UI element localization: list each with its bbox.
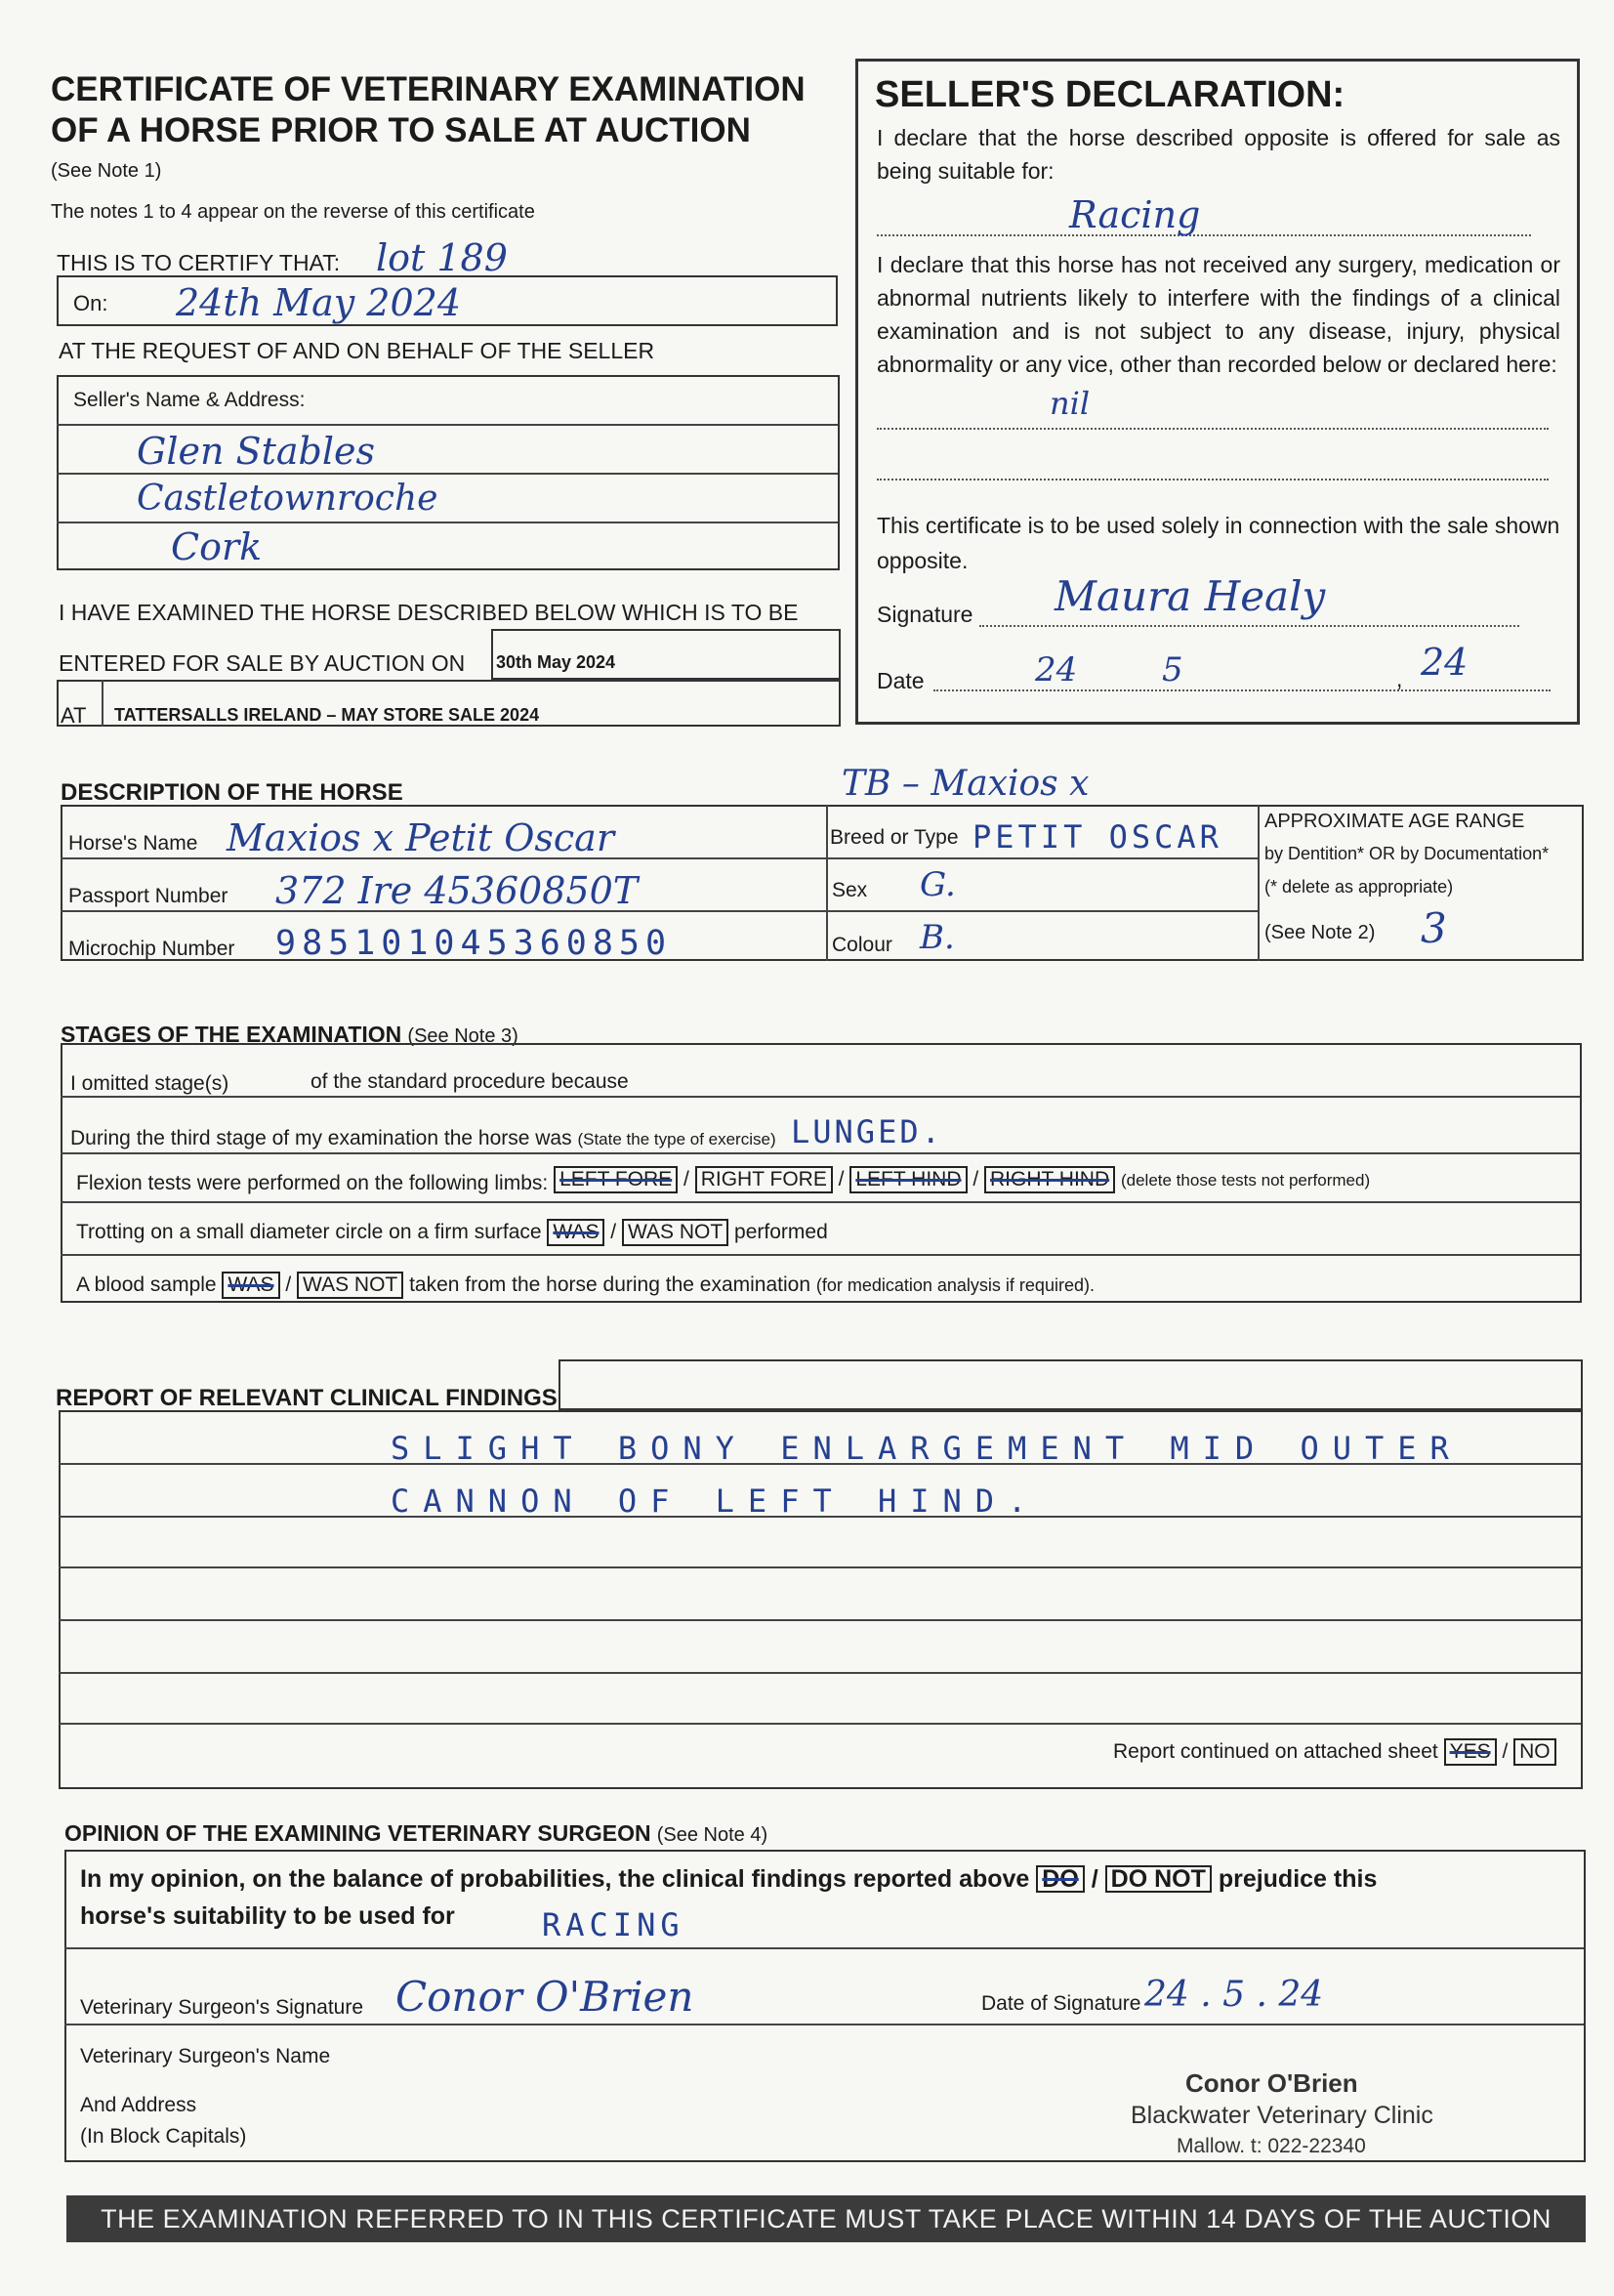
dotted-line [933,689,1551,691]
divider [102,680,103,727]
continued-yes-option[interactable]: YES [1444,1738,1497,1766]
declared-value[interactable]: nil [1050,385,1091,422]
opinion-text-part3: horse's suitability to be used for [80,1902,455,1930]
flexion-label: Flexion tests were performed on the following limbs: [76,1172,549,1194]
request-label: AT THE REQUEST OF AND ON BEHALF OF THE SELLER [59,338,655,363]
stages-see-note: (See Note 3) [407,1025,518,1047]
on-label: On: [73,291,108,315]
opinion-heading-group [64,1820,767,1847]
breed-label: Breed or Type [830,826,959,849]
certify-value[interactable]: lot 189 [376,236,508,279]
opinion-text-row1: In my opinion, on the balance of probabilities, the clinical findings reported above DO / DO NOT prejudice this [80,1865,1378,1893]
report-continued-row: Report continued on attached sheet YES / NO [1113,1738,1556,1766]
seller-declaration-text3: This certificate is to be used solely in connection with the sale shown opposite. [877,513,1560,573]
divider [64,2024,1584,2025]
stamp-phone: Mallow. t: 022-22340 [1177,2135,1366,2157]
report-heading-box [559,1359,1583,1410]
opinion-do-not-option[interactable]: DO NOT [1105,1865,1212,1893]
divider [59,1672,1581,1674]
age-by: by Dentition* OR by Documentation* [1264,844,1550,863]
signature-label: Signature [877,602,973,627]
sale-date: 30th May 2024 [496,652,616,672]
breed-value[interactable]: PETIT OSCAR [973,818,1222,856]
divider [57,424,838,426]
trotting-row: Trotting on a small diameter circle on a firm surface WAS / WAS NOT performed [76,1219,828,1246]
blood-was-not-option[interactable]: WAS NOT [297,1272,403,1299]
date-label: Date [877,668,925,693]
seller-declaration-text1: I declare that the horse described opposite is offered for sale as being suitable for: [877,125,1560,184]
report-continued-label: Report continued on attached sheet [1113,1740,1438,1763]
microchip-label: Microchip Number [68,938,235,960]
sale-name: TATTERSALLS IRELAND – MAY STORE SALE 2024 [114,705,540,725]
passport-value[interactable]: 372 Ire 45360850T [275,869,639,912]
trotting-was-not-option[interactable]: WAS NOT [622,1219,728,1246]
dotted-line [877,479,1549,480]
left-fore-option[interactable]: LEFT FORE [554,1166,678,1193]
blood-label: A blood sample [76,1273,217,1296]
notes-text: The notes 1 to 4 appear on the reverse of this certificate [51,201,535,223]
date-separator: , [1396,666,1403,691]
stamp-clinic: Blackwater Veterinary Clinic [1131,2102,1433,2129]
colour-value[interactable]: B. [920,918,955,957]
omitted-suffix: of the standard procedure because [310,1070,629,1093]
seller-address-line2[interactable]: Castletownroche [137,479,438,519]
dotted-line [877,234,1531,236]
divider [59,1566,1581,1568]
report-line1[interactable]: SLIGHT BONY ENLARGEMENT MID OUTER [391,1430,1463,1467]
report-box [59,1410,1583,1789]
certificate-title-line2: OF A HORSE PRIOR TO SALE AT AUCTION [51,111,751,149]
age-delete: (* delete as appropriate) [1264,877,1454,897]
date-signature-value[interactable]: 24 . 5 . 24 [1144,1975,1324,2015]
vet-name-label: Veterinary Surgeon's Name [80,2045,331,2067]
dotted-line [877,428,1549,430]
divider [59,1619,1581,1621]
report-heading: REPORT OF RELEVANT CLINICAL FINDINGS [56,1385,558,1411]
seller-date-day[interactable]: 24 [1035,650,1078,689]
divider [57,473,838,475]
divider [61,1254,1580,1256]
passport-label: Passport Number [68,885,228,907]
footer-banner-text: THE EXAMINATION REFERRED TO IN THIS CERTIFICATE MUST TAKE PLACE WITHIN 14 DAYS OF THE AUCTION [101,2204,1552,2233]
divider [57,522,838,523]
age-note: (See Note 2) [1264,922,1376,943]
flexion-row: Flexion tests were performed on the following limbs: LEFT FORE / RIGHT FORE / LEFT HIND / RIGHT HIND (delete those tests not performed) [76,1168,1371,1194]
certify-label: THIS IS TO CERTIFY THAT: [57,250,341,275]
suitable-for-value[interactable]: Racing [1069,193,1201,236]
divider [61,1096,1580,1098]
seller-date-month[interactable]: 5 [1162,650,1183,689]
age-value[interactable]: 3 [1421,904,1447,952]
at-label: AT [61,703,87,728]
opinion-text-part2: prejudice this [1218,1865,1378,1893]
microchip-value[interactable]: 985101045360850 [275,924,673,963]
on-value[interactable]: 24th May 2024 [176,281,461,324]
age-title: APPROXIMATE AGE RANGE [1264,811,1525,832]
flexion-note: (delete those tests not performed) [1120,1171,1371,1190]
seller-date-year[interactable]: 24 [1421,641,1469,684]
divider [61,1201,1580,1203]
left-hind-option[interactable]: LEFT HIND [849,1166,967,1193]
opinion-do-option[interactable]: DO [1036,1865,1085,1893]
description-heading: DESCRIPTION OF THE HORSE [61,779,403,806]
divider [61,1152,1580,1154]
seller-declaration-title: SELLER'S DECLARATION: [875,74,1345,115]
divider [1258,805,1260,961]
vet-signature-value[interactable]: Conor O'Brien [395,1973,694,2021]
opinion-use-value[interactable]: RACING [542,1906,684,1943]
report-line2[interactable]: CANNON OF LEFT HIND. [391,1482,1041,1520]
dotted-line [979,625,1519,627]
seller-declaration-text2: I declare that this horse has not received any surgery, medication or abnormal nutrients likely to interfere with the findings of a clinical examination and is not subject to any disease, injury, physical abnormality or any vice, other than recorded below or declared here: [877,252,1560,377]
stages-heading: STAGES OF THE EXAMINATION [61,1022,402,1047]
seller-address-line3[interactable]: Cork [171,525,263,568]
third-stage-value[interactable]: LUNGED. [791,1113,943,1150]
divider [61,910,1258,912]
breed-note[interactable]: TB – Maxios x [842,764,1090,804]
right-hind-option[interactable]: RIGHT HIND [984,1166,1115,1193]
blood-hint: (for medication analysis if required). [815,1275,1095,1295]
seller-address-line1[interactable]: Glen Stables [137,430,375,473]
trotting-was-option[interactable]: WAS [547,1219,604,1246]
date-signature-label: Date of Signature [981,1992,1141,2015]
seller-name-label: Seller's Name & Address: [73,389,306,411]
third-stage-hint: (State the type of exercise) [577,1130,776,1148]
divider [59,1723,1581,1725]
opinion-text-part1: In my opinion, on the balance of probabilities, the clinical findings reported above [80,1865,1030,1893]
horse-name-label: Horse's Name [68,832,198,855]
horse-name-value[interactable]: Maxios x Petit Oscar [227,816,614,859]
footer-banner [66,2195,1586,2242]
sex-label: Sex [832,879,868,901]
vet-signature-label: Veterinary Surgeon's Signature [80,1996,364,2019]
opinion-heading: OPINION OF THE EXAMINING VETERINARY SURGEON [64,1820,651,1846]
colour-label: Colour [832,934,892,956]
third-stage-label: During the third stage of my examination the horse was [70,1127,572,1149]
seller-signature[interactable]: Maura Healy [1055,572,1326,620]
sex-value[interactable]: G. [920,865,956,904]
continued-no-option[interactable]: NO [1513,1738,1556,1766]
see-note-1: (See Note 1) [51,160,162,182]
omitted-label: I omitted stage(s) [70,1072,229,1095]
certificate-title-line1: CERTIFICATE OF VETERINARY EXAMINATION [51,70,806,108]
right-fore-option[interactable]: RIGHT FORE [695,1166,833,1193]
divider [64,1947,1584,1949]
opinion-see-note: (See Note 4) [656,1824,768,1846]
block-capitals-label: (In Block Capitals) [80,2125,247,2148]
trotting-label: Trotting on a small diameter circle on a firm surface [76,1221,542,1243]
entered-label: ENTERED FOR SALE BY AUCTION ON [59,650,466,676]
blood-suffix: taken from the horse during the examination [409,1273,810,1296]
third-stage-group [70,1127,776,1150]
blood-was-option[interactable]: WAS [222,1272,279,1299]
address-label: And Address [80,2094,197,2116]
performed-label: performed [734,1221,828,1243]
blood-row: A blood sample WAS / WAS NOT taken from the horse during the examination (for medication analysis if required). [76,1272,1095,1299]
examined-label: I HAVE EXAMINED THE HORSE DESCRIBED BELOW WHICH IS TO BE [59,600,799,625]
stamp-name: Conor O'Brien [1185,2068,1358,2098]
divider [826,805,828,961]
